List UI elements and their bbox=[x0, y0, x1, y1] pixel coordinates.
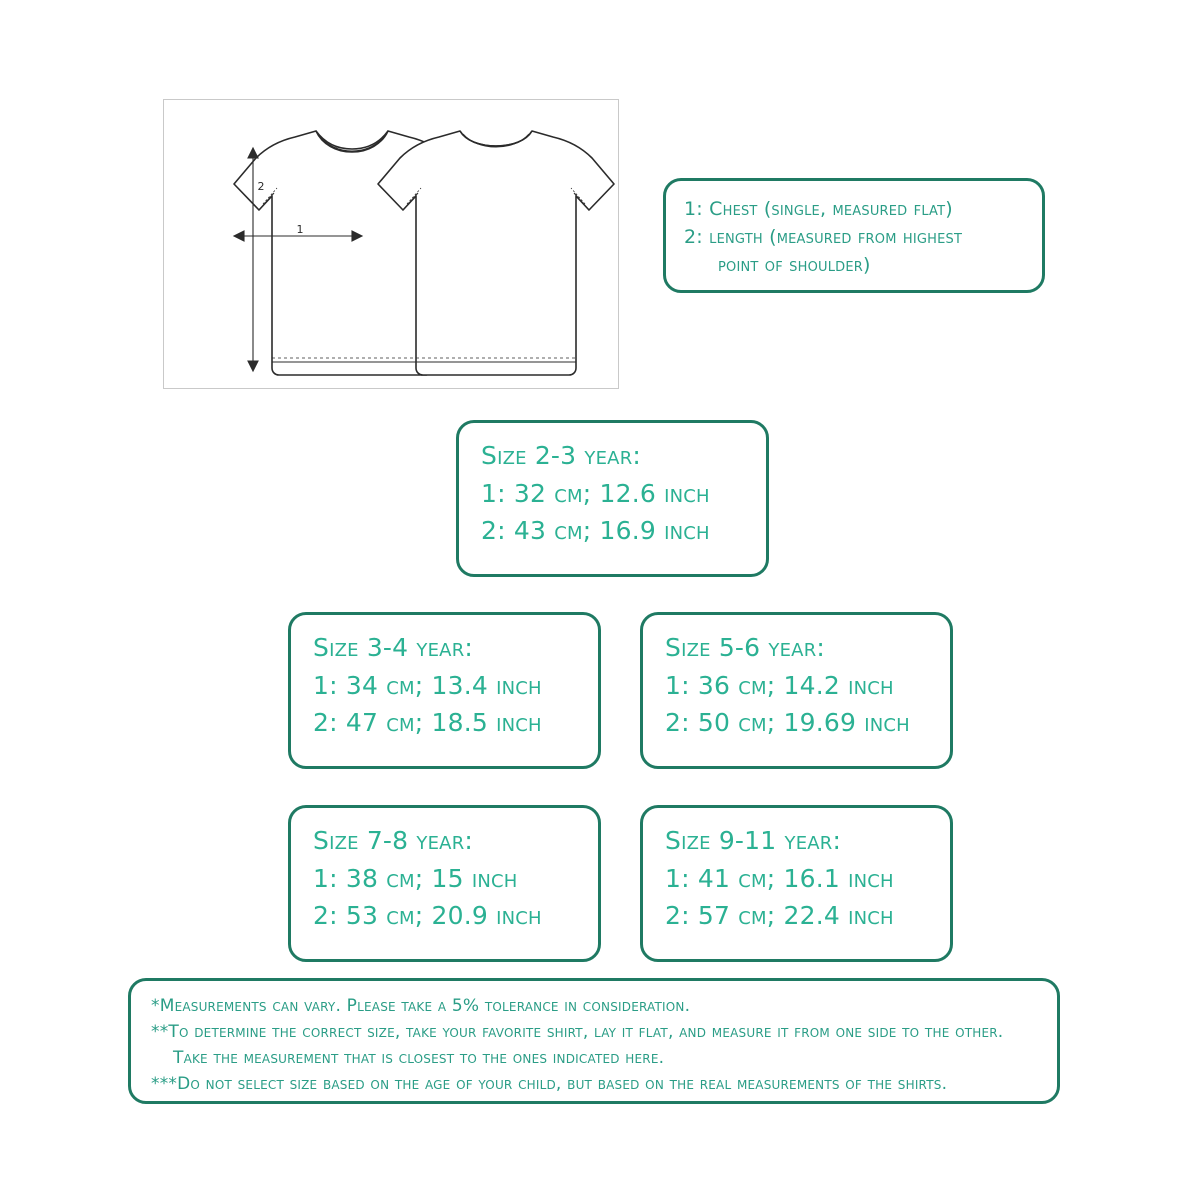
size-card-length: 2: 47 cm; 18.5 inch bbox=[313, 708, 542, 737]
legend-line-2: 2: length (measured from highest bbox=[684, 226, 963, 248]
legend-line-1: 1: Chest (single, measured flat) bbox=[684, 198, 953, 220]
size-card-5-6 bbox=[640, 612, 953, 769]
size-card-length: 2: 57 cm; 22.4 inch bbox=[665, 901, 894, 930]
size-card-3-4 bbox=[288, 612, 601, 769]
shirt-illustration-panel bbox=[163, 99, 619, 389]
size-card-chest: 1: 38 cm; 15 inch bbox=[313, 864, 518, 893]
size-card-length: 2: 53 cm; 20.9 inch bbox=[313, 901, 542, 930]
footnote-line-1: *Measurements can vary. Please take a 5% tolerance in consideration. bbox=[151, 996, 691, 1016]
legend-box bbox=[663, 178, 1045, 293]
size-card-7-8 bbox=[288, 805, 601, 962]
size-card-title: Size 9-11 year: bbox=[665, 826, 842, 855]
size-card-title: Size 5-6 year: bbox=[665, 633, 826, 662]
marker-label-2: 2 bbox=[257, 180, 265, 193]
size-card-length: 2: 43 cm; 16.9 inch bbox=[481, 516, 710, 545]
t-shirt-technical-drawing bbox=[164, 100, 618, 388]
size-card-title: Size 2-3 year: bbox=[481, 441, 642, 470]
size-card-9-11 bbox=[640, 805, 953, 962]
footnote-line-4: ***Do not select size based on the age of your child, but based on the real measurements of the shirts. bbox=[151, 1074, 948, 1094]
size-card-2-3 bbox=[456, 420, 769, 577]
legend-line-3: point of shoulder) bbox=[718, 254, 871, 276]
size-card-title: Size 7-8 year: bbox=[313, 826, 474, 855]
marker-label-1: 1 bbox=[296, 223, 304, 236]
size-card-title: Size 3-4 year: bbox=[313, 633, 474, 662]
size-card-chest: 1: 32 cm; 12.6 inch bbox=[481, 479, 710, 508]
size-card-chest: 1: 36 cm; 14.2 inch bbox=[665, 671, 894, 700]
size-card-chest: 1: 34 cm; 13.4 inch bbox=[313, 671, 542, 700]
footnote-line-3: Take the measurement that is closest to the ones indicated here. bbox=[173, 1048, 665, 1068]
footnotes-box bbox=[128, 978, 1060, 1104]
size-card-length: 2: 50 cm; 19.69 inch bbox=[665, 708, 910, 737]
size-card-chest: 1: 41 cm; 16.1 inch bbox=[665, 864, 894, 893]
footnote-line-2: **To determine the correct size, take your favorite shirt, lay it flat, and measure it from one side to the other. bbox=[151, 1022, 1004, 1042]
